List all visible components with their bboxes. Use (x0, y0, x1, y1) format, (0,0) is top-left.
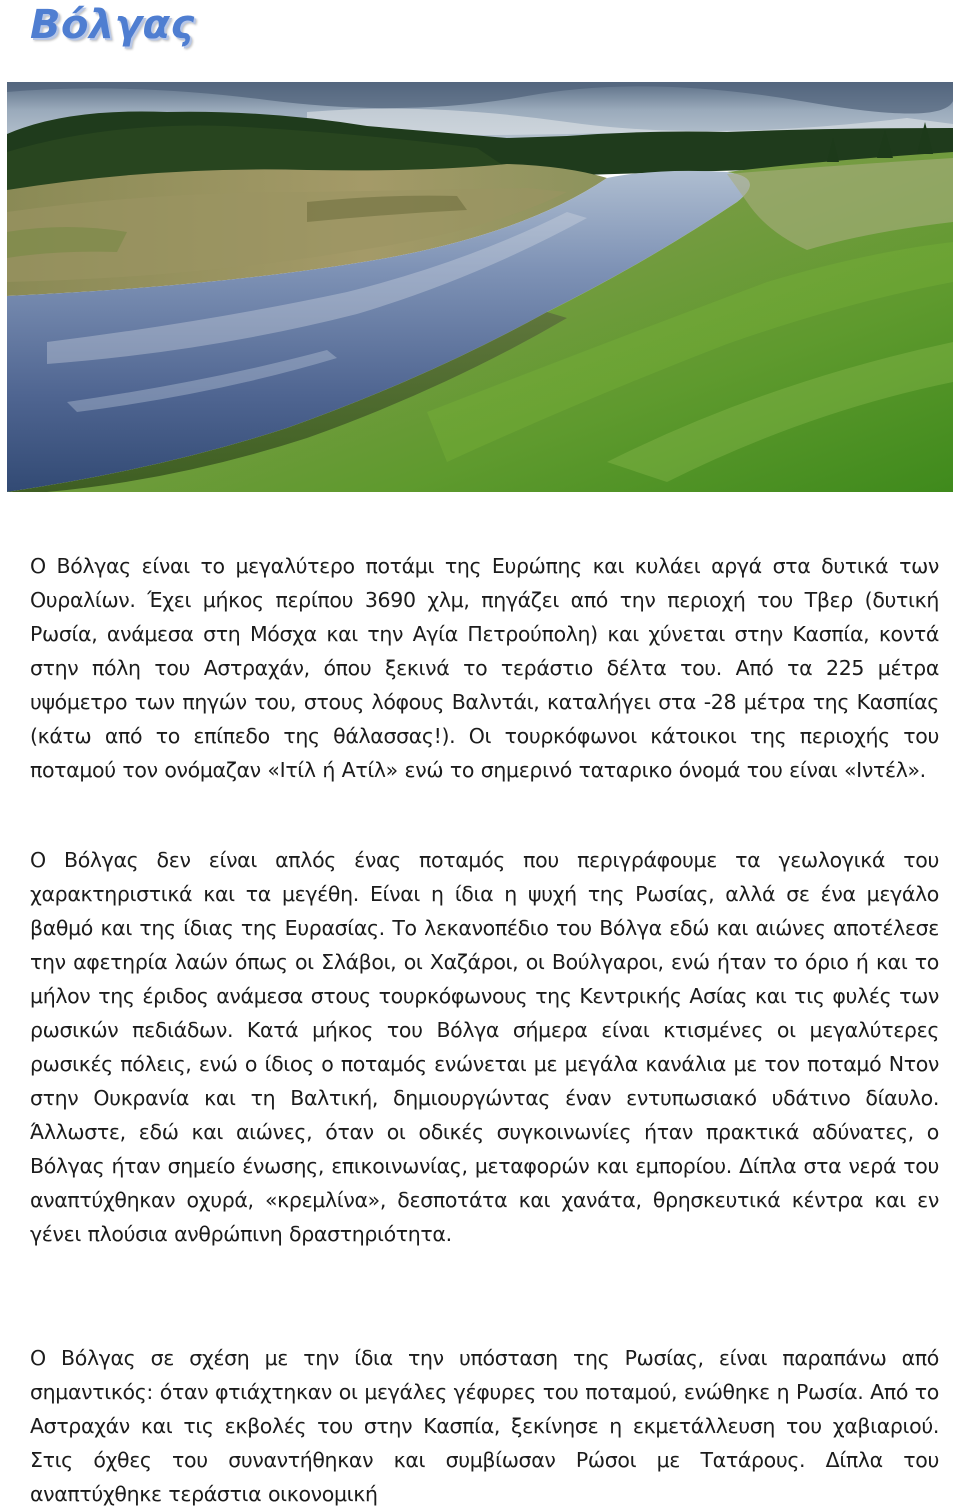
paragraph-3: Ο Βόλγας σε σχέση με την ίδια την υπόσταση της Ρωσίας, είναι παραπάνω από σημαντικός: όταν φτιάχτηκαν οι μεγάλες γέφυρες του ποταμού, ενώθηκε η Ρωσία. Από το Αστραχάν και τις εκβολές του στην Κασπία, ξεκίνησε η εκμετάλλευση του χαβιαριού. Στις όχθες του συναντήθηκαν και συμβίωσαν Ρώσοι με Τατάρους. Δίπλα του αναπτύχθηκε τεράστια οικονομική (30, 1346, 939, 1506)
page-title: Βόλγας (30, 2, 195, 48)
volga-river-photo (7, 82, 953, 492)
paragraph-1: Ο Βόλγας είναι το μεγαλύτερο ποτάμι της Ευρώπης και κυλάει αργά στα δυτικά των Ουραλίων. Έχει μήκος περίπου 3690 χλμ, πηγάζει από την περιοχή του Τβερ (δυτική Ρωσία, ανάμεσα στη Μόσχα και την Αγία Πετρούπολη) και χύνεται στην Κασπία, κοντά στην πόλη του Αστραχάν, όπου ξεκινά το τεράστιο δέλτα του. Από τα 225 μέτρα υψόμετρο των πηγών του, στους λόφους Βαλντάι, καταλήγει στα -28 μέτρα της Κασπίας (κάτω από το επίπεδο της θάλασσας!). Οι τουρκόφωνοι κάτοικοι της περιοχής του ποταμού τον ονόμαζαν «Ιτίλ ή Ατίλ» ενώ το σημερινό ταταρικο όνομά του είναι «Ιντέλ». (30, 554, 939, 782)
paragraph-2: Ο Βόλγας δεν είναι απλός ένας ποταμός που περιγράφουμε τα γεωλογικά του χαρακτηριστικά και τα μεγέθη. Είναι η ίδια η ψυχή της Ρωσίας, αλλά σε ένα μεγάλο βαθμό και της ίδιας της Ευρασίας. Το λεκανοπέδιο του Βόλγα εδώ και αιώνες αποτέλεσε την αφετηρία λαών όπως οι Σλάβοι, οι Χαζάροι, οι Βούλγαροι, ενώ ήταν το όριο ή και το μήλον της έριδος ανάμεσα στους τουρκόφωνους της Κεντρικής Ασίας και τις φυλές των ρωσικών πεδιάδων. Κατά μήκος του Βόλγα σήμερα είναι κτισμένες οι μεγαλύτερες ρωσικές πόλεις, ενώ ο ίδιος ο ποταμός ενώνεται με μεγάλα κανάλια με τον ποταμό Ντον στην Ουκρανία και τη Βαλτική, δημιουργώντας έναν εντυπωσιακό υδάτινο δίαυλο. Άλλωστε, εδώ και αιώνες, όταν οι οδικές συγκοινωνίες ήταν πρακτικά αδύνατες, ο Βόλγας ήταν σημείο ένωσης, επικοινωνίας, μεταφορών και εμπορίου. Δίπλα στα νερά του αναπτύχθηκαν οχυρά, «κρεμλίνα», δεσποτάτα και χανάτα, θρησκευτικά κέντρα και εν γένει πλούσια ανθρώπινη δραστηριότητα. (30, 848, 939, 1246)
